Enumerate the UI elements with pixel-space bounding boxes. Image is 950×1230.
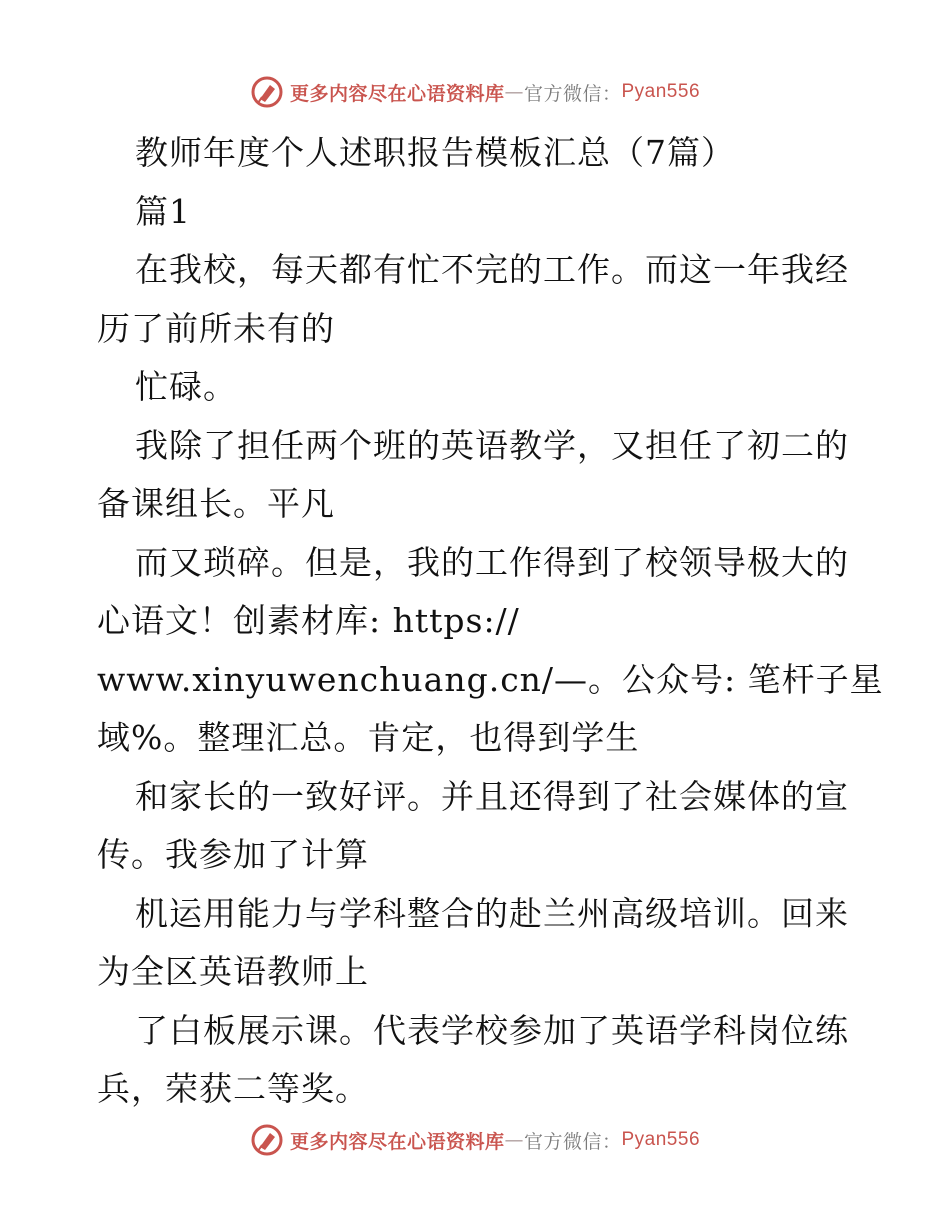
text-line: 传。我参加了计算 <box>97 835 369 874</box>
pen-logo-icon <box>250 1123 284 1157</box>
footer-banner <box>0 1118 950 1162</box>
text-line: 域%。整理汇总。肯定，也得到学生 <box>97 718 640 757</box>
document-body <box>97 124 884 1119</box>
pen-logo-icon <box>250 75 284 109</box>
text-line: 篇1 <box>135 191 191 231</box>
text-line: 忙碌。 <box>135 367 237 406</box>
text-line: 备课组长。平凡 <box>97 484 335 523</box>
banner-dash: — <box>504 81 524 103</box>
banner-main-text: 更多内容尽在心语资料库 <box>289 82 505 105</box>
banner-wechat-id: Pyan556 <box>621 81 701 102</box>
text-line: 机运用能力与学科整合的赴兰州高级培训。回来 <box>135 893 849 933</box>
banner-wechat-id: Pyan556 <box>621 1129 701 1150</box>
text-line: www.xinyuwenchuang.cn/—。公众号: 笔杆子星 <box>97 659 884 699</box>
banner-dash: — <box>504 1129 524 1151</box>
text-line: 和家长的一致好评。并且还得到了社会媒体的宣 <box>135 776 849 816</box>
text-line: 兵，荣获二等奖。 <box>97 1069 369 1108</box>
text-line: 心语文！创素材库: https:// <box>97 601 520 640</box>
text-line: 了白板展示课。代表学校参加了英语学科岗位练 <box>135 1010 849 1050</box>
text-line: 教师年度个人述职报告模板汇总（7篇） <box>135 133 735 172</box>
banner-main-text: 更多内容尽在心语资料库 <box>289 1130 505 1153</box>
banner-official-label: 官方微信： <box>523 1130 622 1153</box>
text-line: 为全区英语教师上 <box>97 952 369 991</box>
text-line: 在我校，每天都有忙不完的工作。而这一年我经 <box>135 250 849 289</box>
text-line: 历了前所未有的 <box>97 308 335 348</box>
banner-official-label: 官方微信： <box>523 82 622 105</box>
header-banner <box>0 70 950 114</box>
text-line: 我除了担任两个班的英语教学，又担任了初二的 <box>135 425 849 465</box>
text-line: 而又琐碎。但是，我的工作得到了校领导极大的 <box>135 542 849 582</box>
